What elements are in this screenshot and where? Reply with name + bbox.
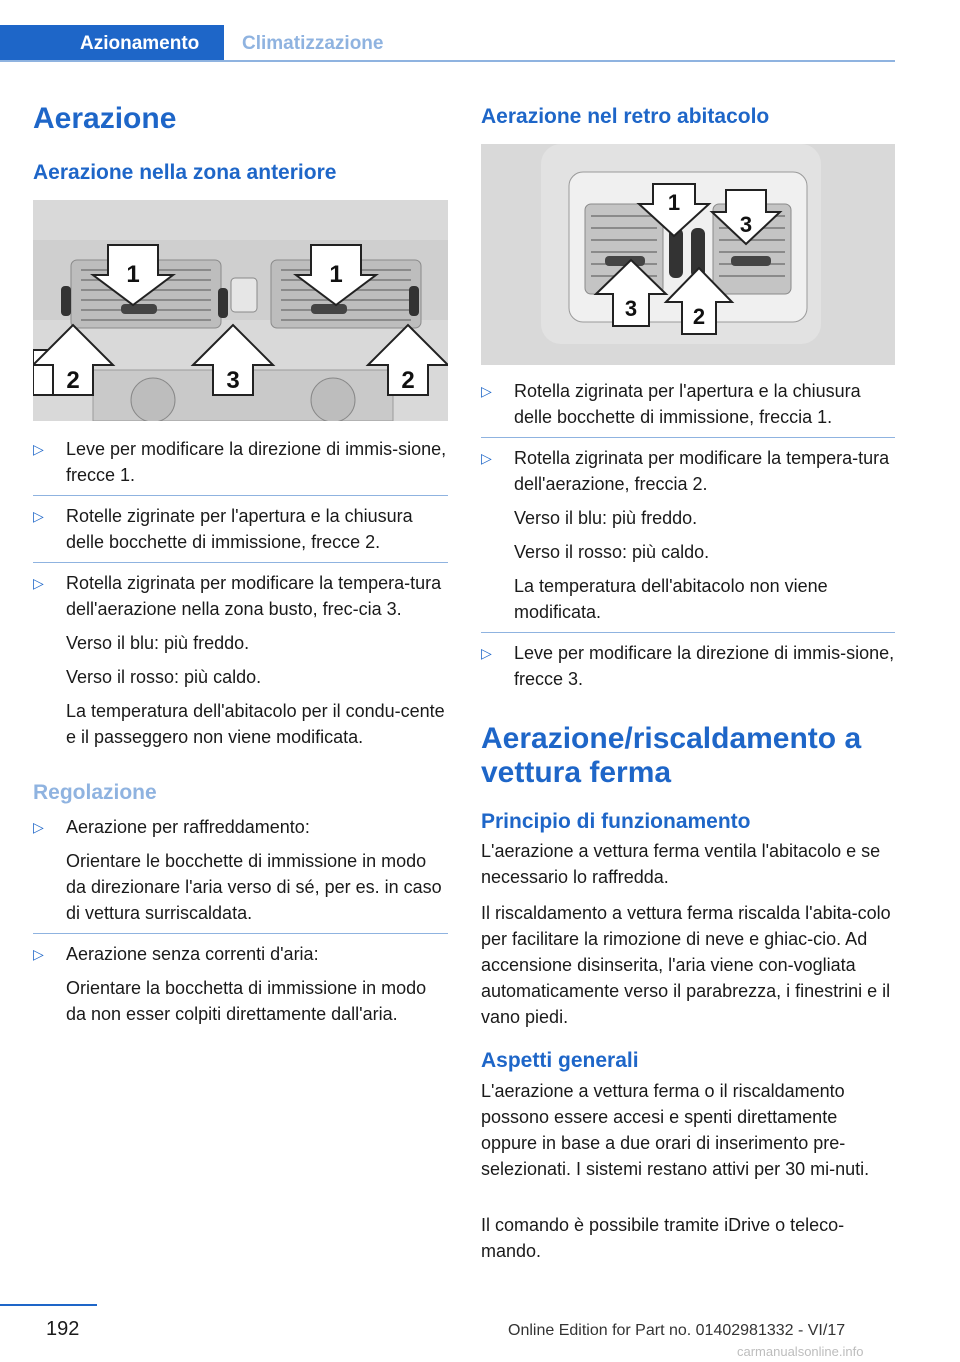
item-text: Aerazione per raffreddamento:: [66, 817, 310, 837]
item-note: La temperatura dell'abitacolo per il condu-cente e il passeggero non viene modificata.: [66, 701, 445, 747]
front-vents-figure: [33, 200, 448, 421]
item-note: Verso il blu: più freddo.: [66, 633, 250, 653]
front-label-1b: 1: [329, 261, 343, 288]
section-title-aerazione: Aerazione: [33, 102, 177, 135]
subsection-title-rear: Aerazione nel retro abitacolo: [481, 105, 770, 128]
list-item: [33, 941, 448, 1027]
item-text: Rotelle zigrinate per l'apertura e la chiusura delle bocchette di immissione, frecce 2.: [66, 506, 413, 552]
rear-vents-illustration: [481, 144, 895, 365]
divider: [481, 632, 895, 633]
footer-rule: [0, 1304, 97, 1306]
list-item: [33, 814, 448, 926]
list-item: [481, 378, 895, 430]
subsection-title-regolazione: Regolazione: [33, 781, 157, 804]
regolazione-list: [33, 814, 448, 1027]
triangle-right-outline-icon: ▷: [481, 450, 492, 466]
item-note: La temperatura dell'abitacolo non viene modificata.: [514, 576, 828, 622]
item-text: Rotella zigrinata per modificare la tempera-tura dell'aerazione nella zona busto, frec-cia 3.: [66, 573, 442, 619]
item-note: Verso il rosso: più caldo.: [514, 542, 710, 562]
rear-label-2: 2: [692, 304, 706, 329]
list-item: [481, 445, 895, 625]
watermark: carmanualsonline.info: [737, 1344, 864, 1359]
item-text: Aerazione senza correnti d'aria:: [66, 944, 319, 964]
paragraph: L'aerazione a vettura ferma ventila l'abitacolo e se necessario lo raffredda.: [481, 841, 881, 887]
item-text: Leve per modificare la direzione di immis-sione, frecce 1.: [66, 439, 447, 485]
triangle-right-outline-icon: ▷: [33, 508, 44, 524]
subsection-title-aspetti: Aspetti generali: [481, 1049, 639, 1072]
front-label-1a: 1: [126, 261, 140, 288]
divider: [481, 437, 895, 438]
section-title-vettura-ferma: Aerazione/riscaldamento a vettura ferma: [481, 722, 862, 789]
item-text: Rotella zigrinata per l'apertura e la chiusura delle bocchette di immissione, freccia 1.: [514, 381, 861, 427]
paragraph: Il comando è possibile tramite iDrive o teleco-mando.: [481, 1215, 845, 1261]
front-label-2b: 2: [401, 367, 415, 394]
triangle-right-outline-icon: ▷: [33, 819, 44, 835]
item-note: Orientare la bocchetta di immissione in modo da non esser colpiti direttamente dall'aria.: [66, 978, 427, 1024]
paragraph: L'aerazione a vettura ferma o il riscaldamento possono essere accesi e spenti direttamente oppure in base a due orari di inserimento pre-selezionati. I sistemi restano attivi per 30 mi-nuti.: [481, 1081, 870, 1179]
list-item: [33, 503, 448, 555]
triangle-right-outline-icon: ▷: [481, 645, 492, 661]
paragraph: Il riscaldamento a vettura ferma riscalda l'abita-colo per facilitare la rimozione di neve e ghiac-cio. Ad accensione disinserita, l'aria viene con-vogliata automaticamente verso il parabrezza, i finestrini e il vano piedi.: [481, 903, 891, 1027]
page-number: 192: [46, 1318, 80, 1340]
list-item: [33, 436, 448, 488]
edition-note: Online Edition for Part no. 01402981332 - VI/17: [508, 1322, 846, 1339]
divider: [33, 495, 448, 496]
item-note: Verso il rosso: più caldo.: [66, 667, 262, 687]
front-label-2a: 2: [66, 367, 80, 394]
header-rule: [0, 60, 895, 62]
tab-climatizzazione[interactable]: Climatizzazione: [242, 33, 384, 54]
item-text: Rotella zigrinata per modificare la tempera-tura dell'aerazione, freccia 2.: [514, 448, 890, 494]
divider: [33, 562, 448, 563]
item-note: Orientare le bocchette di immissione in modo da direzionare l'aria verso di sé, per es. in caso di vettura surriscaldata.: [66, 851, 442, 923]
rear-items-list: [481, 378, 895, 692]
rear-label-3b: 3: [624, 296, 638, 321]
tab-azionamento[interactable]: Azionamento: [0, 25, 224, 62]
front-vents-illustration: [33, 200, 448, 421]
triangle-right-outline-icon: ▷: [33, 441, 44, 457]
item-note: Verso il blu: più freddo.: [514, 508, 698, 528]
front-items-list: [33, 436, 448, 750]
divider: [33, 933, 448, 934]
triangle-right-outline-icon: ▷: [481, 383, 492, 399]
list-item: [33, 570, 448, 750]
triangle-right-outline-icon: ▷: [33, 946, 44, 962]
triangle-right-outline-icon: ▷: [33, 575, 44, 591]
subsection-title-front: Aerazione nella zona anteriore: [33, 161, 337, 184]
rear-label-3a: 3: [739, 212, 753, 237]
rear-label-1: 1: [667, 190, 681, 215]
chapter-tabbar: [0, 0, 895, 62]
subsection-title-principio: Principio di funzionamento: [481, 810, 751, 833]
item-text: Leve per modificare la direzione di immis-sione, frecce 3.: [514, 643, 895, 689]
front-label-3: 3: [226, 367, 240, 394]
rear-vents-figure: [481, 144, 895, 365]
list-item: [481, 640, 895, 692]
